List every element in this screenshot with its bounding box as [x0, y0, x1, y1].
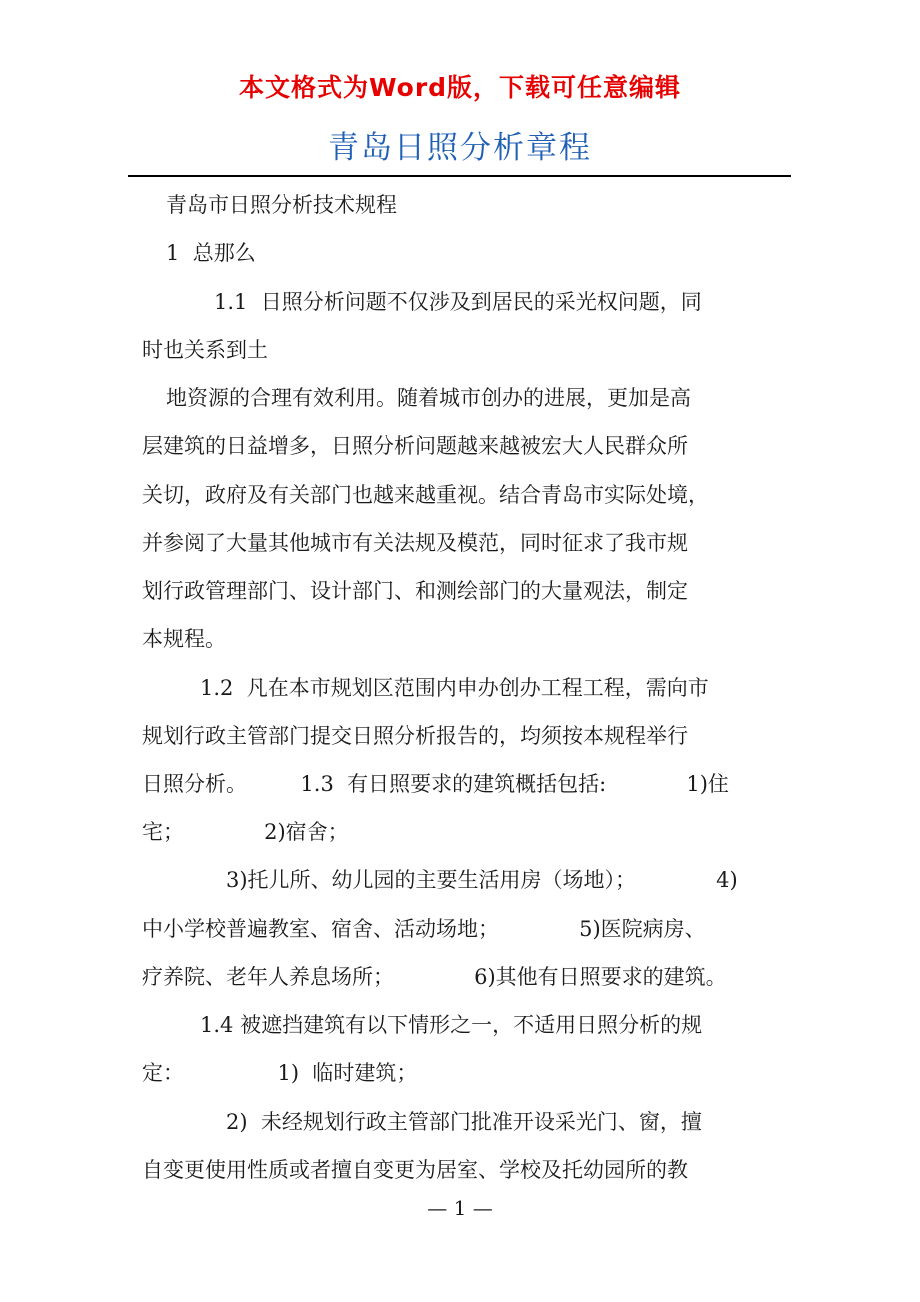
page-number: — 1 —	[427, 1196, 493, 1220]
body-line: 关切，政府及有关部门也越来越重视。结合青岛市实际处境，	[142, 483, 709, 507]
body-line: 1.2 凡在本市规划区范围内申办创办工程工程，需向市	[200, 676, 709, 700]
body-line: 疗养院、老年人养息场所； 6)其他有日照要求的建筑。	[142, 965, 727, 989]
word-format-banner: 本文格式为Word版，下载可任意编辑	[238, 73, 682, 102]
body-line: 3)托儿所、幼儿园的主要生活用房（场地）； 4)	[226, 868, 738, 892]
body-line: 宅； 2)宿舍；	[142, 820, 349, 844]
body-line: 定： 1) 临时建筑；	[142, 1061, 418, 1085]
body-line: 地资源的合理有效利用。随着城市创办的进展，更加是高	[166, 386, 691, 410]
title-divider	[128, 175, 791, 177]
body-line: 层建筑的日益增多，日照分析问题越来越被宏大人民群众所	[142, 434, 688, 458]
body-line: 1.4 被遮挡建筑有以下情形之一，不适用日照分析的规	[200, 1013, 703, 1037]
body-line: 1 总那么	[166, 241, 256, 265]
body-line: 自变更使用性质或者擅自变更为居室、学校及托幼园所的教	[142, 1158, 688, 1182]
body-line: 时也关系到土	[142, 338, 268, 362]
body-line: 并参阅了大量其他城市有关法规及模范，同时征求了我市规	[142, 531, 688, 555]
body-line: 青岛市日照分析技术规程	[166, 193, 397, 217]
page-title: 青岛日照分析章程	[328, 130, 592, 166]
body-line: 中小学校普遍教室、宿舍、活动场地； 5)医院病房、	[142, 917, 706, 941]
body-line: 划行政管理部门、设计部门、和测绘部门的大量观法，制定	[142, 579, 688, 603]
body-line: 本规程。	[142, 627, 226, 651]
body-line: 2) 未经规划行政主管部门批准开设采光门、窗，擅	[226, 1110, 702, 1134]
body-line: 日照分析。 1.3 有日照要求的建筑概括包括: 1)住	[142, 772, 729, 796]
body-line: 规划行政主管部门提交日照分析报告的，均须按本规程举行	[142, 724, 688, 748]
body-line: 1.1 日照分析问题不仅涉及到居民的采光权问题，同	[214, 290, 702, 314]
